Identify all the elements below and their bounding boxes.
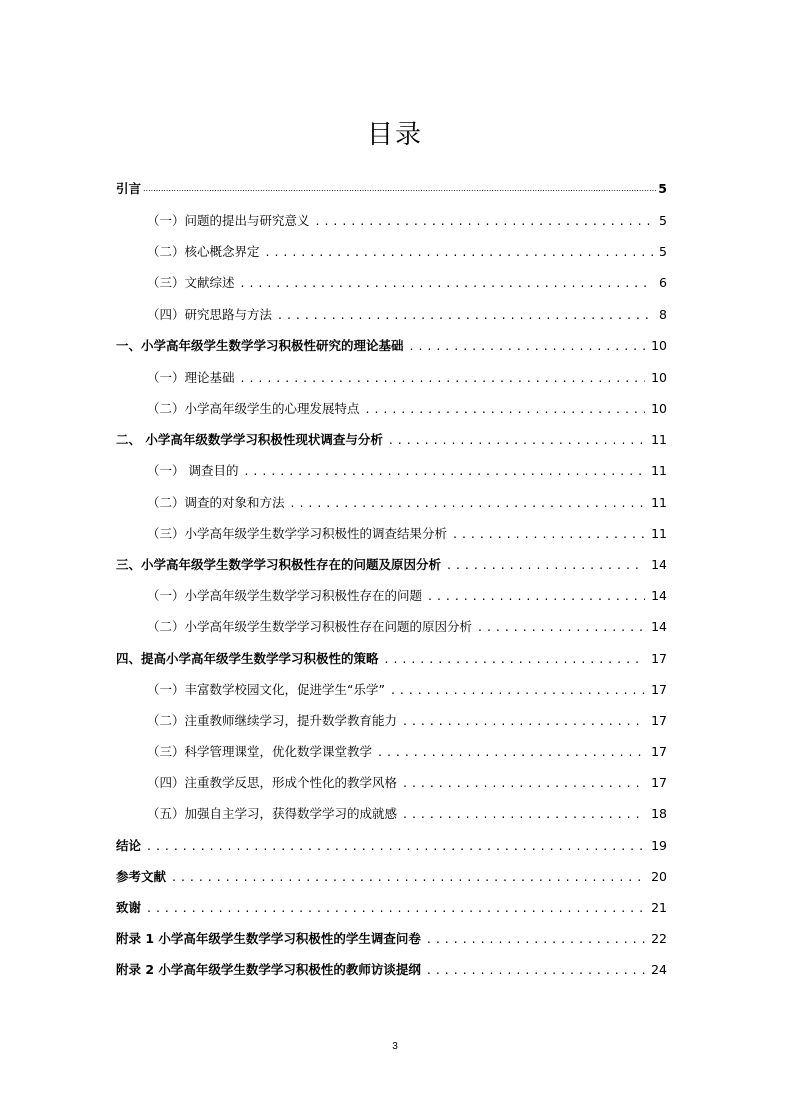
toc-entry-page: 22 (651, 931, 667, 946)
toc-entry-label: （一）丰富数学校园文化，促进学生“乐学” (147, 682, 385, 697)
toc-entry-label: 二、 小学高年级数学学习积极性现状调查与分析 (116, 432, 383, 447)
toc-entry[interactable] (116, 833, 667, 853)
toc-leader (410, 339, 646, 353)
toc-leader (403, 807, 645, 821)
toc-entry-page: 18 (651, 806, 667, 821)
toc-entry[interactable] (116, 427, 667, 447)
toc-entry-page: 24 (651, 962, 667, 977)
toc-leader (241, 276, 654, 290)
toc-entry-page: 19 (651, 838, 667, 853)
toc-leader (278, 308, 653, 322)
toc-leader (378, 745, 645, 759)
toc-leader (244, 464, 645, 478)
toc-entry-page: 14 (651, 557, 667, 572)
toc-entry-page: 17 (651, 775, 667, 790)
toc-entry[interactable] (147, 708, 667, 728)
toc-entry-page: 5 (659, 244, 667, 259)
toc-entry-label: （二）小学高年级学生数学学习积极性存在问题的原因分析 (147, 619, 473, 634)
toc-entry-label: （三）小学高年级学生数学学习积极性的调查结果分析 (147, 526, 448, 541)
toc-entry-label: （三）科学管理课堂，优化数学课堂教学 (147, 744, 373, 759)
toc-entry-page: 17 (651, 713, 667, 728)
toc-entry-page: 10 (651, 370, 667, 385)
toc-entry-label: （一）问题的提出与研究意义 (147, 213, 310, 228)
toc-entry-page: 21 (651, 900, 667, 915)
toc-entry[interactable] (147, 521, 667, 541)
toc-leader (453, 527, 645, 541)
toc-entry-label: （二）核心概念界定 (147, 244, 260, 259)
toc-entry[interactable] (147, 801, 667, 821)
toc-entry-label: 一、小学高年级学生数学学习积极性研究的理论基础 (116, 338, 404, 353)
toc-leader (316, 214, 654, 228)
toc-entry-label: 四、提高小学高年级学生数学学习积极性的策略 (116, 651, 379, 666)
toc-leader (241, 371, 646, 385)
toc-entry[interactable] (147, 239, 667, 259)
toc-entry-label: （二）小学高年级学生的心理发展特点 (147, 401, 360, 416)
toc-entry[interactable] (116, 646, 667, 666)
toc-entry-label: 参考文献 (116, 869, 167, 884)
toc-entry-page: 17 (651, 682, 667, 697)
toc-entry-label: 三、小学高年级学生数学学习积极性存在的问题及原因分析 (116, 557, 442, 572)
toc-entry[interactable] (147, 365, 667, 385)
toc-entry-page: 6 (659, 275, 667, 290)
toc-leader (447, 558, 645, 572)
toc-entry[interactable] (116, 333, 667, 353)
toc-leader (266, 245, 654, 259)
toc-entry-label: （一） 调查目的 (147, 463, 239, 478)
toc-leader (391, 683, 645, 697)
toc-leader (428, 589, 645, 603)
toc-entry[interactable] (147, 739, 667, 759)
toc-leader (366, 402, 646, 416)
toc-entry-page: 17 (651, 651, 667, 666)
toc-entry-page: 11 (651, 495, 667, 510)
toc-leader (385, 652, 646, 666)
toc-entry-label: 致谢 (116, 900, 142, 915)
toc-leader (403, 776, 645, 790)
toc-entry-page: 17 (651, 744, 667, 759)
toc-leader (147, 901, 645, 915)
page-title: 目录 (366, 120, 423, 150)
toc-entry[interactable] (147, 458, 667, 478)
toc-entry[interactable] (116, 895, 667, 915)
toc-entry-page: 11 (651, 432, 667, 447)
toc-entry[interactable] (147, 396, 667, 416)
toc-entry-page: 11 (651, 463, 667, 478)
toc-entry-label: （一）小学高年级学生数学学习积极性存在的问题 (147, 588, 423, 603)
toc-entry-page: 14 (651, 588, 667, 603)
toc-leader (403, 714, 645, 728)
toc-entry-label: （二）注重教师继续学习，提升数学教育能力 (147, 713, 398, 728)
toc-entry-page: 5 (658, 181, 667, 196)
toc-entry[interactable] (116, 926, 667, 946)
toc-entry[interactable] (147, 490, 667, 510)
toc-leader (291, 496, 646, 510)
toc-leader (427, 932, 645, 946)
toc-entry-page: 8 (659, 307, 667, 322)
toc-entry-label: （四）研究思路与方法 (147, 307, 273, 322)
toc-entry-page: 20 (651, 869, 667, 884)
toc-entry-label: （四）注重教学反思，形成个性化的教学风格 (147, 775, 398, 790)
toc-entry[interactable] (147, 677, 667, 697)
toc-entry-page: 10 (651, 401, 667, 416)
toc-entry[interactable] (116, 552, 667, 572)
toc-leader (478, 620, 645, 634)
toc-leader (427, 963, 645, 977)
toc-entry-label: （三）文献综述 (147, 275, 235, 290)
toc-entry[interactable] (147, 208, 667, 228)
toc-entry[interactable] (147, 614, 667, 634)
toc-entry-page: 14 (651, 619, 667, 634)
toc-entry-label: （一）理论基础 (147, 370, 235, 385)
toc-entry-label: （二）调查的对象和方法 (147, 495, 285, 510)
toc-entry[interactable] (147, 270, 667, 290)
toc-entry-label: 附录 1 小学高年级学生数学学习积极性的学生调查问卷 (116, 931, 421, 946)
toc-leader (389, 433, 645, 447)
toc-entry[interactable] (116, 957, 667, 977)
toc-entry-label: （五）加强自主学习，获得数学学习的成就感 (147, 806, 398, 821)
toc-entry-label: 引言 (116, 181, 142, 196)
toc-entry-page: 5 (659, 213, 667, 228)
toc-entry-page: 11 (651, 526, 667, 541)
toc-leader (143, 180, 656, 196)
toc-entry[interactable] (116, 864, 667, 884)
toc-entry-label: 附录 2 小学高年级学生数学学习积极性的教师访谈提纲 (116, 962, 421, 977)
toc-entry-label: 结论 (116, 838, 142, 853)
toc-entry[interactable] (147, 302, 667, 322)
toc-leader (147, 839, 645, 853)
toc-entry[interactable] (147, 770, 667, 790)
toc-entry[interactable] (147, 583, 667, 603)
toc-entry-page: 10 (651, 338, 667, 353)
page-number: 3 (392, 1041, 398, 1052)
toc-leader (172, 870, 645, 884)
toc-entry[interactable] (116, 176, 667, 196)
